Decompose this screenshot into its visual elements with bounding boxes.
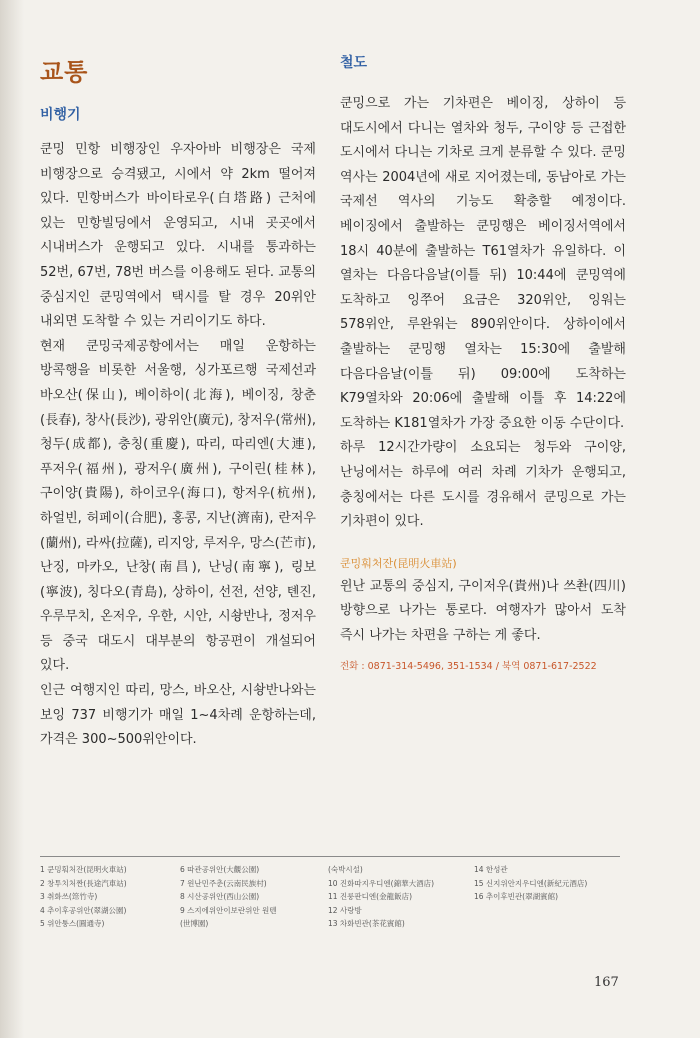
note-item: 9 스지에위안이보란위안 원톈 <box>180 905 277 915</box>
note-item: 14 한성관 <box>474 865 508 874</box>
station-contact <box>340 658 626 672</box>
note-item <box>474 904 620 918</box>
note-item: 15 신지위안지우디엔(新紀元酒店) <box>474 878 588 888</box>
rail-heading: 철도 <box>340 55 368 71</box>
airplane-section <box>40 104 316 753</box>
page-gutter-shade <box>0 0 24 1038</box>
note-item <box>474 917 620 931</box>
note-item: 5 위안퉁스(圓通寺) <box>40 919 105 928</box>
airplane-paragraph-2: 현재 쿤밍국제공항에서는 매일 운항하는 방콕행을 비롯한 서울행, 싱가포르행 국제선과 바오산(保山), 베이하이(北海), 베이징, 창춘(長春), 창사(長沙), 광위안(廣元), 창저우(常州), 청두(成都), 충칭(重慶), 따리, 따리엔(大連), 푸저우(福州), 광저우(廣州), 구이린(桂林), 구이양(貴陽), 하이코우(海口), 항저우(杭州), 하얼빈, 허페이(合肥), 홍콩, 지난(濟南), 란저우(蘭州), 라싸(拉薩), 리지앙, 루저우, 망스(芒市), 난징, 마카오, 난창(南昌), 난닝(南寧), 링보(寧波), 칭다오(青島), 상하이, 선전, 선양, 톈진, 우루무치, 온저우, 우한, 시안, 시솽반나, 정저우 등 중국 대도시 대부분의 항공편이 개설되어 있다. <box>40 338 316 674</box>
map-legend-notes <box>40 856 620 931</box>
rail-paragraph-2: 하루 12시간가량이 소요되는 청두와 구이양, 난닝에서는 하루에 여러 차례 기차가 운행되고, 충칭에서는 다른 도시를 경유해서 쿤밍으로 가는 기차편이 있다. <box>340 440 626 530</box>
note-item: 12 사랑방 <box>328 905 362 915</box>
rail-section <box>340 52 626 672</box>
note-item: 2 창투치처짠(長途汽車站) <box>40 878 127 888</box>
note-item: (世博園) <box>180 919 209 928</box>
note-item: 8 시산공위안(西山公園) <box>180 892 260 901</box>
page-number: 167 <box>594 975 619 990</box>
contact-numbers: 0871-314-5496, 351-1534 / 북역 0871-617-2522 <box>367 661 597 673</box>
note-item: (숙박시설) <box>328 865 363 874</box>
note-item: 10 진화따지우디엔(錦華大酒店) <box>328 878 434 888</box>
station-description: 윈난 교통의 중심지, 구이저우(貴州)나 쓰촨(四川) 방향으로 나가는 통로다. 여행자가 많아서 도착 즉시 나가는 차편을 구하는 게 좋다. <box>340 578 626 643</box>
note-item: 6 따관공위안(大觀公園) <box>180 865 260 874</box>
airplane-paragraph-1: 쿤밍 민항 비행장인 우자아바 비행장은 국제 비행장으로 승격됐고, 시에서 약 2km 떨어져 있다. 민항버스가 바이타로우(白塔路) 근처에 있는 민항빌딩에서 운영되고, 시내 곳곳에서 시내버스가 운행되고 있다. 시내를 통과하는 52번, 67번, 78번 버스를 이용해도 된다. 교통의 중심지인 쿤밍역에서 택시를 탈 경우 20위안 내외면 도착할 수 있는 거리이기도 하다. <box>40 142 316 330</box>
airplane-paragraph-3: 인근 여행지인 따리, 망스, 바오산, 시솽반나와는 보잉 737 비행기가 매일 1~4차례 운항하는데, 가격은 300~500위안이다. <box>40 683 316 748</box>
note-item: 3 취화쓰(筇竹寺) <box>40 892 98 901</box>
note-item: 13 차화빈관(茶花賓館) <box>328 919 405 928</box>
chapter-title: 교통 <box>40 58 89 86</box>
note-item: 1 쿤밍훠처잔(昆明火車站) <box>40 865 127 874</box>
airplane-heading: 비행기 <box>40 107 81 123</box>
note-item: 7 윈난민주춘(云南民族村) <box>180 878 267 888</box>
note-item: 11 진룽판디엔(金龍飯店) <box>328 892 413 901</box>
note-item: 4 추이후공위안(翠湖公園) <box>40 905 127 915</box>
station-heading: 쿤밍훠처잔(昆明火車站) <box>340 556 457 570</box>
rail-paragraph-1: 쿤밍으로 가는 기차편은 베이징, 상하이 등 대도시에서 다니는 열차와 청두, 구이양 등 근접한 도시에서 다니는 기차로 크게 분류할 수 있다. 쿤밍 역사는 2004년에 새로 지어졌는데, 동남아로 가는 국제선 역사의 기능도 확충할 예정이다. 베이징에서 출발하는 쿤밍행은 베이징서역에서 18시 40분에 출발하는 T61열차가 유일하다. 이 열차는 다음다음날(이틀 뒤) 10:44에 쿤밍역에 도착하고 잉쭈어 요금은 320위안, 잉워는 578위안, 루완워는 890위안이다. 상하이에서 출발하는 쿤밍행 열차는 15:30에 출발해 다음다음날(이틀 뒤) 09:00에 도착하는 K79열차와 20:06에 출발해 이틀 후 14:22에 도착하는 K181열차가 가장 중요한 이동 수단이다. <box>340 96 626 431</box>
note-item: 16 추이후빈관(翠湖賓館) <box>474 892 559 901</box>
contact-label: 전화 : <box>340 661 365 673</box>
